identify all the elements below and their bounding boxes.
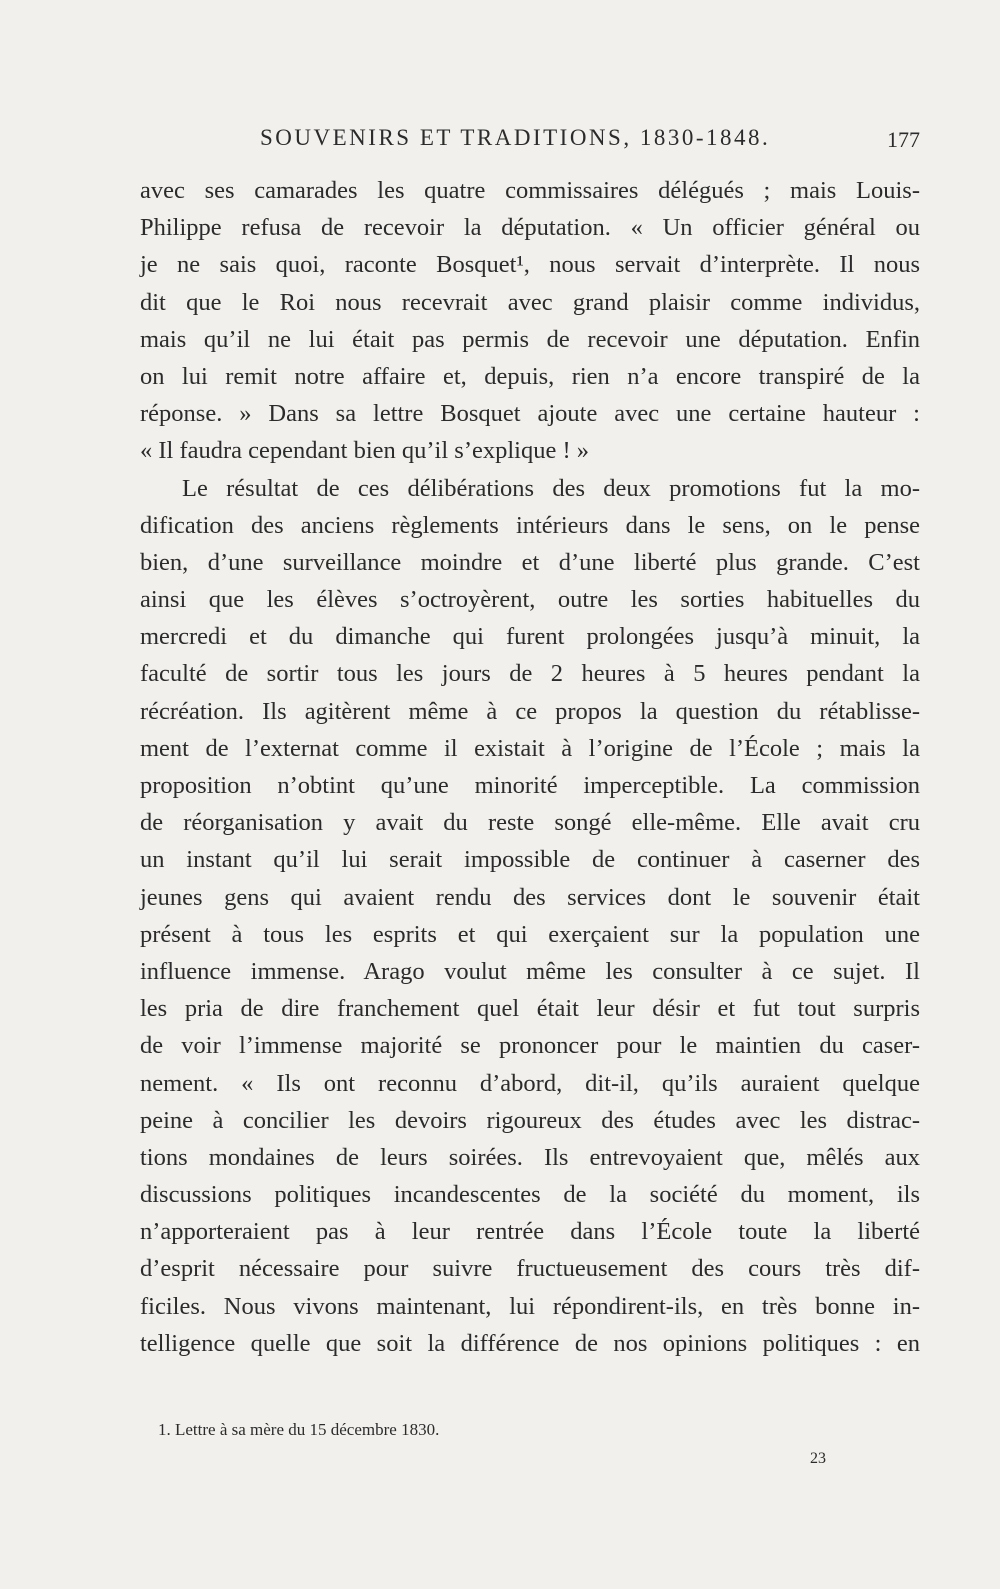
text-line: peine à concilier les devoirs rigoureux des études avec les distrac-	[140, 1106, 920, 1134]
text-line: présent à tous les esprits et qui exerçaient sur la population une	[140, 920, 920, 948]
body-text	[140, 172, 920, 1362]
text-line: discussions politiques incandescentes de la société du moment, ils	[140, 1181, 920, 1209]
text-line: avec ses camarades les quatre commissaires délégués ; mais Louis-	[140, 177, 920, 204]
text-line: les pria de dire franchement quel était leur désir et fut tout surpris	[140, 995, 920, 1023]
text-line: réponse. » Dans sa lettre Bosquet ajoute avec une certaine hauteur :	[140, 400, 920, 428]
text-line: ainsi que les élèves s’octroyèrent, outre les sorties habituelles du	[140, 586, 920, 614]
text-line: récréation. Ils agitèrent même à ce propos la question du rétablisse-	[140, 697, 920, 725]
text-line: d’esprit nécessaire pour suivre fructueusement des cours très dif-	[140, 1255, 920, 1283]
text-line: un instant qu’il lui serait impossible de continuer à caserner des	[140, 846, 920, 874]
text-line: bien, d’une surveillance moindre et d’une liberté plus grande. C’est	[140, 548, 920, 576]
text-line: dit que le Roi nous recevrait avec grand plaisir comme individus,	[140, 288, 920, 316]
text-line: on lui remit notre affaire et, depuis, rien n’a encore transpiré de la	[140, 362, 920, 390]
running-title: SOUVENIRS ET TRADITIONS, 1830-1848.	[260, 125, 771, 150]
text-line: mercredi et du dimanche qui furent prolongées jusqu’à minuit, la	[140, 623, 920, 651]
signature-mark: 23	[810, 1450, 826, 1467]
text-line: tions mondaines de leurs soirées. Ils entrevoyaient que, mêlés aux	[140, 1143, 920, 1171]
text-line: n’apporteraient pas à leur rentrée dans l’École toute la liberté	[140, 1218, 920, 1246]
text-line: dification des anciens règlements intérieurs dans le sens, on le pense	[140, 511, 920, 539]
text-line: ment de l’externat comme il existait à l’origine de l’École ; mais la	[140, 734, 920, 762]
text-line: jeunes gens qui avaient rendu des services dont le souvenir était	[140, 883, 920, 911]
footnote: 1. Lettre à sa mère du 15 décembre 1830.	[158, 1420, 440, 1439]
text-line: mais qu’il ne lui était pas permis de recevoir une députation. Enfin	[140, 325, 920, 353]
text-line: je ne sais quoi, raconte Bosquet¹, nous servait d’interprète. Il nous	[140, 251, 920, 279]
text-line: proposition n’obtint qu’une minorité imperceptible. La commission	[140, 772, 920, 799]
page-number: 177	[887, 127, 920, 152]
text-line: nement. « Ils ont reconnu d’abord, dit-il, qu’ils auraient quelque	[140, 1069, 920, 1097]
text-line: faculté de sortir tous les jours de 2 heures à 5 heures pendant la	[140, 660, 920, 688]
text-line: Philippe refusa de recevoir la députation. « Un officier général ou	[140, 214, 920, 242]
text-line: de réorganisation y avait du reste songé elle-même. Elle avait cru	[140, 809, 920, 837]
text-line: ficiles. Nous vivons maintenant, lui répondirent-ils, en très bonne in-	[140, 1292, 920, 1320]
running-head	[140, 125, 920, 155]
text-line: « Il faudra cependant bien qu’il s’explique ! »	[140, 437, 590, 465]
text-line: influence immense. Arago voulut même les consulter à ce sujet. Il	[140, 957, 920, 985]
text-line: de voir l’immense majorité se prononcer pour le maintien du caser-	[140, 1032, 920, 1060]
text-line: telligence quelle que soit la différence de nos opinions politiques : en	[140, 1329, 920, 1357]
paragraph-start-line: Le résultat de ces délibérations des deux promotions fut la mo-	[182, 474, 920, 502]
